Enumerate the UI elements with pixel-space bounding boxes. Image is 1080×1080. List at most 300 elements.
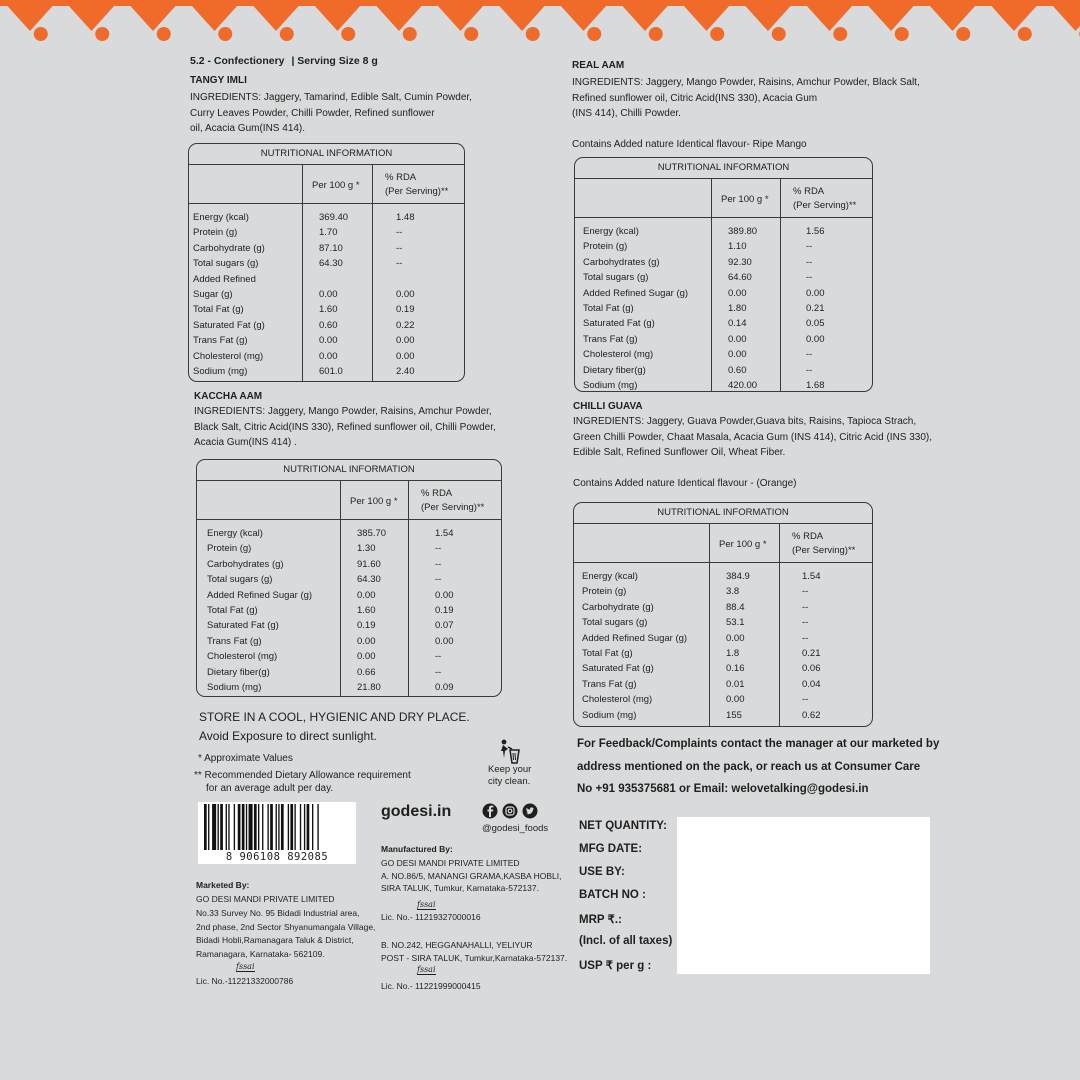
rda-value: --: [806, 241, 813, 253]
per-100g-value: 155: [726, 709, 742, 721]
nutrition-caption: NUTRITIONAL INFORMATION: [189, 144, 464, 165]
nutrition-row: [575, 224, 872, 239]
nutrition-header: [189, 165, 464, 204]
nutrient-name: Carbohydrate (g): [193, 242, 265, 254]
nutrient-name: Total sugars (g): [583, 272, 649, 284]
rda-value: 0.07: [435, 620, 454, 632]
nutrition-rows: [189, 204, 464, 379]
marketed-by-address: [196, 893, 375, 962]
barcode-bar: [242, 804, 245, 850]
rda-value: 1.56: [806, 226, 825, 237]
nutrition-caption: NUTRITIONAL INFORMATION: [574, 503, 872, 524]
barcode-bar: [262, 804, 263, 850]
barcode-bar: [234, 804, 235, 850]
border-dot: [587, 27, 601, 41]
manufactured-by-address: [381, 857, 561, 895]
rda-value: 0.00: [806, 287, 825, 299]
rda-value: --: [435, 651, 442, 663]
border-dot: [649, 27, 663, 41]
nutrition-row: [575, 270, 872, 285]
per-100g-value: 64.30: [357, 574, 381, 586]
border-dot: [157, 27, 171, 41]
nutrition-row: [197, 634, 501, 649]
rda-value: 0.19: [396, 304, 415, 316]
per-100g-value: 3.8: [726, 586, 740, 598]
barcode-digits: 8 906108 892085: [225, 851, 329, 863]
border-triangle: [371, 0, 427, 31]
address-line: POST - SIRA TALUK, Tumkur,Karnataka-572137.: [381, 952, 568, 963]
ingredient-line: Acacia Gum(INS 414) .: [194, 437, 297, 448]
per-100g-value: 64.60: [728, 272, 752, 284]
serving-size-text: | Serving Size 8 g: [291, 55, 378, 67]
real-aam-title: REAL AAM: [572, 60, 625, 71]
nutrient-name: Sodium (mg): [582, 709, 637, 721]
per-100g-value: 0.00: [319, 288, 338, 300]
tangy-imli-ingredients: [190, 90, 472, 137]
rda-value: 0.19: [435, 604, 454, 616]
per-100g-value: 0.00: [319, 350, 338, 362]
address-line: Bidadi Hobli,Ramanagara Taluk & District,: [196, 935, 354, 946]
rda-value: 0.62: [802, 709, 821, 721]
barcode-bar: [317, 804, 318, 850]
nutrition-row: [189, 272, 464, 287]
barcode-bar: [238, 804, 241, 850]
barcode-bar: [246, 804, 247, 850]
consumer-care-contact: [577, 733, 939, 801]
nutrition-caption: NUTRITIONAL INFORMATION: [197, 460, 501, 481]
nutrient-name: Carbohydrate (g): [582, 601, 654, 613]
barcode-bars: [198, 804, 356, 852]
nutrition-row: [575, 239, 872, 254]
border-triangle: [986, 0, 1042, 31]
rda-value: --: [435, 558, 442, 570]
nutrient-name: Saturated Fat (g): [207, 620, 279, 632]
border-triangle: [494, 0, 550, 31]
tangy-imli-title: TANGY IMLI: [190, 75, 247, 86]
rda-value: 0.00: [435, 589, 454, 601]
border-dot: [772, 27, 786, 41]
fssai-logo: fssai: [236, 962, 255, 971]
nutrition-rows: [197, 520, 501, 695]
mrp-label: MRP ₹.:: [579, 914, 622, 926]
nutrient-name: Cholesterol (mg): [583, 349, 654, 361]
rda-value: 0.04: [802, 678, 821, 690]
per-serving-header: (Per Serving)**: [792, 545, 856, 556]
nutrient-name: Protein (g): [582, 586, 627, 598]
nutrient-name: Cholesterol (mg): [207, 651, 278, 663]
border-dot: [341, 27, 355, 41]
per-100g-value: 389.80: [728, 226, 758, 237]
print-details-box: [677, 817, 930, 974]
rda-value: 1.54: [802, 571, 821, 582]
contact-line: No +91 935375681 or Email: welovetalking@godesi.in: [577, 783, 869, 795]
nutrition-row: [189, 349, 464, 364]
barcode-bar: [249, 804, 253, 850]
border-dot: [1018, 27, 1032, 41]
nutrition-row: [197, 680, 501, 695]
rda-header: % RDA: [792, 531, 824, 542]
per-100g-header: Per 100 g *: [312, 180, 360, 191]
kaccha-aam-title: KACCHA AAM: [194, 391, 263, 402]
nutrition-row: [189, 225, 464, 240]
instagram-icon[interactable]: [503, 804, 518, 819]
rda-value: --: [435, 574, 442, 586]
nutrition-row: [574, 569, 872, 584]
ingredient-line: INGREDIENTS: Jaggery, Tamarind, Edible Salt, Cumin Powder,: [190, 92, 472, 103]
nutrition-header: [574, 524, 872, 563]
rda-value: --: [396, 227, 403, 239]
per-100g-value: 0.66: [357, 666, 376, 678]
manufactured-license-1: Lic. No.- 11219327000016: [381, 912, 481, 922]
address-line: No.33 Survey No. 95 Bidadi Industrial area,: [196, 907, 360, 918]
nutrient-name: Added Refined Sugar (g): [207, 589, 313, 601]
barcode-bar: [300, 804, 301, 850]
per-100g-value: 1.30: [357, 543, 376, 555]
nutrition-row: [575, 332, 872, 347]
marketed-license: Lic. No.-11221332000786: [196, 976, 294, 986]
nutrient-name: Sugar (g): [193, 288, 233, 300]
mfg-date-label: MFG DATE:: [579, 843, 643, 855]
barcode-bar: [258, 804, 259, 850]
ingredient-line: (INS 414), Chilli Powder.: [572, 108, 681, 119]
chilli-guava-nutrition-table: [573, 502, 873, 727]
rda-value: 0.21: [806, 302, 825, 314]
address-line: B. NO.242, HEGGANAHALLI, YELIYUR: [381, 940, 533, 950]
address-line: SIRA TALUK, Tumkur, Karnataka-572137.: [381, 883, 539, 893]
per-100g-value: 64.30: [319, 258, 343, 270]
serving-header: [190, 55, 378, 67]
border-dot: [895, 27, 909, 41]
per-100g-value: 1.10: [728, 241, 747, 253]
kaccha-aam-nutrition-table: [196, 459, 502, 697]
real-aam-flavour-note: Contains Added nature Identical flavour- Ripe Mango: [572, 139, 807, 150]
nutrient-name: Total sugars (g): [207, 574, 273, 586]
border-triangle: [310, 0, 366, 31]
per-100g-value: 420.00: [728, 379, 758, 391]
nutrition-row: [197, 665, 501, 680]
ingredient-line: Black Salt, Citric Acid(INS 330), Refined sunflower oil, Chilli Powder,: [194, 421, 496, 433]
barcode-bar: [226, 804, 227, 850]
nutrient-name: Total Fat (g): [207, 604, 258, 616]
border-triangle: [679, 0, 735, 31]
nutrition-row: [197, 572, 501, 587]
per-serving-header: (Per Serving)**: [793, 200, 857, 211]
nutrition-row: [574, 661, 872, 676]
barcode-bar: [204, 804, 207, 850]
nutrient-name: Carbohydrates (g): [207, 558, 284, 570]
nutrient-name: Total Fat (g): [193, 304, 244, 316]
border-triangle: [64, 0, 120, 31]
nutrition-row: [574, 600, 872, 615]
border-triangle: [2, 0, 58, 31]
rda-value: --: [802, 632, 809, 644]
nutrition-row: [197, 649, 501, 664]
contact-line: address mentioned on the pack, or reach us at Consumer Care: [577, 760, 921, 773]
contact-line: For Feedback/Complaints contact the manager at our marketed by: [577, 738, 940, 750]
rda-value: 0.00: [396, 335, 415, 347]
nutrition-row: [574, 646, 872, 661]
address-line: Ramanagara, Karnataka- 562109.: [196, 949, 325, 960]
barcode-bar: [307, 804, 310, 850]
border-dot: [280, 27, 294, 41]
nutrition-rows: [574, 563, 872, 723]
barcode-bar: [208, 804, 209, 850]
nutrition-row: [189, 256, 464, 271]
barcode-bar: [288, 804, 289, 850]
social-handle[interactable]: @godesi_foods: [482, 823, 549, 834]
nutrient-name: Cholesterol (mg): [193, 350, 264, 362]
rda-value: --: [435, 543, 442, 555]
decorative-top-border: [0, 0, 1080, 48]
per-100g-header: Per 100 g *: [719, 539, 767, 550]
manufactured-license-2: Lic. No.- 11221999000415: [381, 981, 481, 991]
batch-no-label: BATCH NO :: [579, 889, 646, 901]
manufactured-by-address-2: [381, 939, 567, 964]
barcode-bar: [267, 804, 268, 850]
rda-value: 1.48: [396, 212, 415, 223]
nutrition-row: [189, 364, 464, 379]
per-100g-value: 601.0: [319, 365, 343, 377]
nutrient-name: Dietary fiber(g): [207, 666, 270, 678]
nutrition-header: [197, 481, 501, 520]
category-text: 5.2 - Confectionery: [190, 55, 285, 67]
marketed-by-title: Marketed By:: [196, 880, 250, 890]
rda-value: 0.00: [396, 288, 415, 300]
storage-instruction: STORE IN A COOL, HYGIENIC AND DRY PLACE.: [199, 710, 470, 724]
nutrition-rows: [575, 218, 872, 392]
ingredient-line: INGREDIENTS: Jaggery, Mango Powder, Raisins, Amchur Powder,: [194, 406, 492, 417]
rda-value: --: [802, 694, 809, 706]
nutrient-name: Protein (g): [193, 227, 238, 239]
barcode-bar: [304, 804, 305, 850]
ingredient-line: Refined sunflower oil, Citric Acid(INS 330), Acacia Gum: [572, 92, 818, 104]
nutrition-row: [197, 526, 501, 541]
per-100g-value: 1.60: [357, 604, 376, 616]
per-100g-value: 0.16: [726, 663, 745, 675]
per-100g-value: 87.10: [319, 242, 343, 254]
border-dot: [526, 27, 540, 41]
nutrition-row: [575, 286, 872, 301]
border-triangle: [556, 0, 612, 31]
nutrition-row: [189, 210, 464, 225]
nutrition-caption: NUTRITIONAL INFORMATION: [575, 158, 872, 179]
address-line: GO DESI MANDI PRIVATE LIMITED: [381, 858, 520, 868]
nutrient-name: Dietary fiber(g): [583, 364, 646, 376]
per-100g-value: 0.14: [728, 318, 747, 330]
border-triangle: [248, 0, 304, 31]
ingredient-line: oil, Acacia Gum(INS 414).: [190, 123, 306, 134]
rda-value: --: [802, 617, 809, 629]
nutrient-name: Saturated Fat (g): [583, 318, 655, 330]
rda-header: % RDA: [793, 186, 825, 197]
barcode-bar: [281, 804, 284, 850]
nutrition-row: [189, 241, 464, 256]
approx-values-note: * Approximate Values: [198, 753, 293, 764]
nutrition-row: [574, 677, 872, 692]
manufactured-by-title: Manufactured By:: [381, 844, 453, 854]
nutrition-row: [574, 692, 872, 707]
ingredient-line: INGREDIENTS: Jaggery, Guava Powder,Guava bits, Raisins, Tapioca Strach,: [573, 416, 917, 427]
barcode-bar: [220, 804, 223, 850]
border-dot: [95, 27, 109, 41]
real-aam-ingredients: [572, 75, 920, 122]
rda-note-line2: for an average adult per day.: [206, 783, 334, 794]
nutrient-name: Energy (kcal): [583, 226, 639, 237]
rda-value: --: [396, 242, 403, 254]
rda-value: 0.22: [396, 319, 415, 331]
nutrient-name: Trans Fat (g): [582, 678, 637, 690]
nutrient-name: Total sugars (g): [582, 617, 648, 629]
barcode: [198, 802, 356, 864]
nutrient-name: Added Refined: [193, 273, 256, 285]
border-dot: [710, 27, 724, 41]
kaccha-aam-ingredients: [194, 404, 496, 451]
rda-value: 0.06: [802, 663, 821, 675]
rda-value: 0.21: [802, 647, 821, 659]
nutrient-name: Protein (g): [583, 241, 628, 253]
per-100g-value: 0.00: [728, 333, 747, 345]
use-by-label: USE BY:: [579, 866, 625, 878]
rda-value: 2.40: [396, 365, 415, 377]
barcode-bar: [270, 804, 273, 850]
nutrient-name: Total sugars (g): [193, 258, 259, 270]
nutrition-row: [189, 302, 464, 317]
per-100g-value: 0.00: [726, 632, 745, 644]
barcode-bar: [290, 804, 293, 850]
nutrition-row: [197, 557, 501, 572]
rda-value: 0.00: [396, 350, 415, 362]
per-100g-value: 1.60: [319, 304, 338, 316]
border-dot: [34, 27, 48, 41]
website-text: godesi.in: [381, 803, 452, 820]
per-100g-value: 0.00: [728, 287, 747, 299]
rda-value: --: [396, 258, 403, 270]
rda-value: --: [806, 256, 813, 268]
net-quantity-label: NET QUANTITY:: [579, 820, 667, 832]
nutrient-name: Energy (kcal): [582, 571, 638, 582]
incl-taxes-label: (Incl. of all taxes): [579, 935, 673, 947]
address-line: GO DESI MANDI PRIVATE LIMITED: [196, 894, 335, 904]
per-100g-value: 92.30: [728, 256, 752, 268]
ingredient-line: Curry Leaves Powder, Chilli Powder, Refined sunflower: [190, 107, 435, 119]
nutrient-name: Cholesterol (mg): [582, 694, 653, 706]
per-100g-value: 369.40: [319, 212, 349, 223]
barcode-bar: [278, 804, 279, 850]
rda-note-line1: ** Recommended Dietary Allowance requirement: [194, 770, 411, 781]
per-100g-value: 1.70: [319, 227, 338, 239]
rda-value: 1.54: [435, 528, 454, 539]
address-line: A. NO.86/5, MANANGI GRAMA,KASBA HOBLI,: [381, 870, 562, 881]
facebook-icon[interactable]: [483, 804, 498, 819]
per-serving-header: (Per Serving)**: [421, 502, 485, 513]
nutrition-row: [575, 316, 872, 331]
nutrient-name: Protein (g): [207, 543, 252, 555]
usp-label: USP ₹ per g :: [579, 960, 652, 972]
per-100g-value: 1.8: [726, 647, 740, 659]
per-100g-header: Per 100 g *: [350, 496, 398, 507]
barcode-bar: [312, 804, 313, 850]
nutrition-row: [189, 318, 464, 333]
address-line: 2nd phase, 2nd Sector Shyanumangala Village,: [196, 921, 376, 932]
rda-header: % RDA: [385, 172, 417, 183]
border-triangle: [740, 0, 796, 31]
fssai-logo: fssai: [417, 965, 436, 974]
per-100g-value: 0.19: [357, 620, 376, 632]
rda-header: % RDA: [421, 488, 453, 499]
per-100g-value: 0.00: [319, 335, 338, 347]
nutrition-row: [574, 708, 872, 723]
rda-value: --: [806, 272, 813, 284]
nutrition-row: [575, 363, 872, 378]
ingredient-line: Edible Salt, Refined Sunflower Oil, Wheat Fiber.: [573, 447, 786, 458]
per-100g-value: 88.4: [726, 601, 745, 613]
nutrition-row: [575, 301, 872, 316]
per-100g-value: 0.60: [728, 364, 747, 376]
border-dot: [464, 27, 478, 41]
nutrient-name: Total Fat (g): [582, 647, 633, 659]
rda-value: --: [806, 364, 813, 376]
nutrient-name: Carbohydrates (g): [583, 256, 660, 268]
ingredient-line: Green Chilli Powder, Chaat Masala, Acacia Gum (INS 414), Citric Acid (INS 330),: [573, 431, 933, 443]
nutrient-name: Energy (kcal): [193, 212, 249, 223]
border-dot: [218, 27, 232, 41]
border-dot: [833, 27, 847, 41]
per-100g-value: 384.9: [726, 571, 750, 582]
rda-value: 0.09: [435, 681, 454, 693]
per-100g-value: 53.1: [726, 617, 745, 629]
rda-value: 1.68: [806, 379, 825, 391]
rda-value: 0.00: [806, 333, 825, 345]
per-100g-value: 0.60: [319, 319, 338, 331]
nutrition-row: [197, 588, 501, 603]
keep-clean-line: city clean.: [488, 776, 531, 787]
nutrient-name: Total Fat (g): [583, 302, 634, 314]
per-100g-value: 0.00: [728, 349, 747, 361]
border-triangle: [433, 0, 489, 31]
rda-value: --: [802, 586, 809, 598]
nutrient-name: Added Refined Sugar (g): [582, 632, 688, 644]
per-100g-value: 0.00: [357, 589, 376, 601]
real-aam-nutrition-table: [574, 157, 873, 392]
nutrient-name: Saturated Fat (g): [193, 319, 265, 331]
per-100g-value: 1.80: [728, 302, 747, 314]
border-triangle: [925, 0, 981, 31]
per-serving-header: (Per Serving)**: [385, 186, 449, 197]
keep-city-clean-text: [488, 764, 531, 788]
rda-value: --: [802, 601, 809, 613]
nutrition-row: [197, 603, 501, 618]
nutrition-row: [197, 618, 501, 633]
border-triangle: [187, 0, 243, 31]
chilli-guava-title: CHILLI GUAVA: [573, 401, 643, 412]
nutrient-name: Saturated Fat (g): [582, 663, 654, 675]
fssai-logo: fssai: [417, 900, 436, 909]
barcode-bar: [228, 804, 229, 850]
nutrient-name: Sodium (mg): [193, 365, 248, 377]
border-triangle: [125, 0, 181, 31]
border-dot: [956, 27, 970, 41]
border-triangle: [802, 0, 858, 31]
nutrition-row: [575, 378, 872, 392]
barcode-bar: [218, 804, 219, 850]
nutrition-row: [574, 615, 872, 630]
nutrition-row: [574, 631, 872, 646]
rda-value: 0.00: [435, 635, 454, 647]
nutrition-row: [189, 333, 464, 348]
barcode-bar: [212, 804, 216, 850]
nutrient-name: Added Refined Sugar (g): [583, 287, 689, 299]
twitter-icon[interactable]: [523, 804, 538, 819]
